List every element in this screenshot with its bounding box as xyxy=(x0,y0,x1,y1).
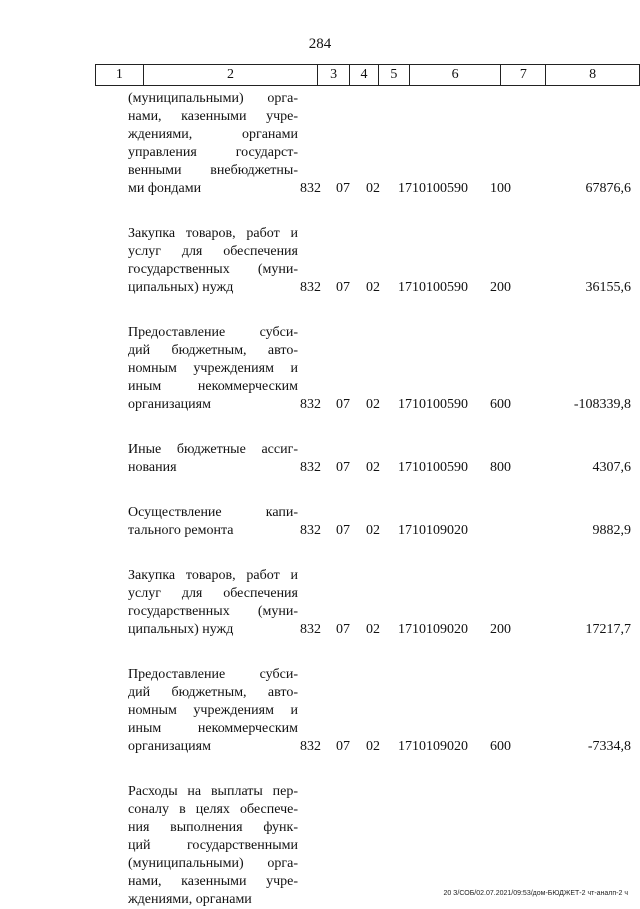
row-description xyxy=(128,783,298,909)
cell-c6: 1710109020 xyxy=(398,622,468,637)
cell-amount: 67876,6 xyxy=(585,181,631,196)
description-line: Закупка товаров, работ и xyxy=(128,568,298,583)
header-col-5: 5 xyxy=(378,65,409,86)
description-line: ми фондами xyxy=(128,181,202,196)
description-line: услуг для обеспечения xyxy=(128,586,298,601)
cell-amount: 4307,6 xyxy=(592,460,631,475)
cell-amount: -108339,8 xyxy=(573,397,631,412)
cell-c6: 1710100590 xyxy=(398,460,468,475)
table-row xyxy=(95,324,640,414)
cell-c4: 07 xyxy=(336,181,350,196)
cell-c4: 07 xyxy=(336,280,350,295)
cell-c3: 832 xyxy=(300,622,321,637)
page-number: 284 xyxy=(308,36,332,52)
cell-c3: 832 xyxy=(300,460,321,475)
row-description xyxy=(128,324,298,414)
row-description xyxy=(128,666,298,756)
row-description xyxy=(128,504,298,540)
header-col-7: 7 xyxy=(501,65,546,86)
description-line: Закупка товаров, работ и xyxy=(128,226,298,241)
description-line: Расходы на выплаты пер- xyxy=(128,784,298,799)
description-line: ждениями, органами xyxy=(128,892,252,907)
table-row xyxy=(95,504,640,540)
description-line: (муниципальными) орга- xyxy=(128,856,298,871)
header-col-8: 8 xyxy=(546,65,640,86)
table-row xyxy=(95,567,640,639)
description-line: соналу в целях обеспече- xyxy=(128,802,298,817)
description-line: государственных (муни- xyxy=(128,604,298,619)
cell-c4: 07 xyxy=(336,397,350,412)
cell-amount: -7334,8 xyxy=(587,739,631,754)
description-line: организациям xyxy=(128,739,211,754)
description-line: нами, казенными учре- xyxy=(128,109,298,124)
cell-c5: 02 xyxy=(366,460,380,475)
footer-stamp: 20 З/СОБ/02.07.2021/09:53/дом-БЮДЖЕТ-2 чт-аналп-2 ч xyxy=(443,890,628,897)
description-line: номным учреждениям и xyxy=(128,703,298,718)
row-description xyxy=(128,567,298,639)
description-line: тального ремонта xyxy=(128,523,234,538)
cell-c6: 1710109020 xyxy=(398,739,468,754)
description-line: номным учреждениям и xyxy=(128,361,298,376)
cell-c6: 1710100590 xyxy=(398,397,468,412)
cell-c3: 832 xyxy=(300,523,321,538)
cell-c5: 02 xyxy=(366,280,380,295)
cell-c7: 200 xyxy=(490,280,511,295)
cell-c6: 1710100590 xyxy=(398,280,468,295)
cell-c5: 02 xyxy=(366,181,380,196)
description-line: управления государст- xyxy=(128,145,298,160)
table-row xyxy=(95,225,640,297)
cell-c4: 07 xyxy=(336,622,350,637)
description-line: иным некоммерческим xyxy=(128,379,298,394)
header-col-3: 3 xyxy=(318,65,350,86)
description-line: ния выполнения функ- xyxy=(128,820,298,835)
description-line: ципальных) нужд xyxy=(128,280,234,295)
description-line: услуг для обеспечения xyxy=(128,244,298,259)
header-col-1: 1 xyxy=(96,65,144,86)
description-line: нования xyxy=(128,460,177,475)
row-description xyxy=(128,90,298,198)
table-row xyxy=(95,90,640,198)
cell-c7: 600 xyxy=(490,739,511,754)
cell-c5: 02 xyxy=(366,739,380,754)
description-line: дий бюджетным, авто- xyxy=(128,685,298,700)
cell-c7: 600 xyxy=(490,397,511,412)
description-line: ципальных) нужд xyxy=(128,622,234,637)
cell-amount: 17217,7 xyxy=(585,622,631,637)
cell-c5: 02 xyxy=(366,397,380,412)
cell-c3: 832 xyxy=(300,397,321,412)
description-line: ждениями, органами xyxy=(128,127,298,142)
table-row xyxy=(95,666,640,756)
description-line: иным некоммерческим xyxy=(128,721,298,736)
description-line: государственных (муни- xyxy=(128,262,298,277)
cell-c4: 07 xyxy=(336,523,350,538)
cell-c7: 800 xyxy=(490,460,511,475)
row-description xyxy=(128,441,298,477)
cell-amount: 9882,9 xyxy=(592,523,631,538)
description-line: Предоставление субси- xyxy=(128,325,298,340)
table-body xyxy=(95,90,640,909)
cell-c4: 07 xyxy=(336,460,350,475)
header-col-6: 6 xyxy=(409,65,501,86)
description-line: Иные бюджетные ассиг- xyxy=(128,442,298,457)
description-line: (муниципальными) орга- xyxy=(128,91,298,106)
cell-c3: 832 xyxy=(300,280,321,295)
cell-c6: 1710109020 xyxy=(398,523,468,538)
description-line: Осуществление капи- xyxy=(128,505,298,520)
cell-c3: 832 xyxy=(300,181,321,196)
header-col-4: 4 xyxy=(350,65,379,86)
cell-c4: 07 xyxy=(336,739,350,754)
cell-c7: 200 xyxy=(490,622,511,637)
cell-c5: 02 xyxy=(366,523,380,538)
cell-amount: 36155,6 xyxy=(585,280,631,295)
description-line: нами, казенными учре- xyxy=(128,874,298,889)
description-line: организациям xyxy=(128,397,211,412)
description-line: ций государственными xyxy=(128,838,298,853)
table-row xyxy=(95,441,640,477)
row-description xyxy=(128,225,298,297)
cell-c7: 100 xyxy=(490,181,511,196)
description-line: венными внебюджетны- xyxy=(128,163,298,178)
header-row xyxy=(96,65,640,86)
description-line: дий бюджетным, авто- xyxy=(128,343,298,358)
description-line: Предоставление субси- xyxy=(128,667,298,682)
cell-c5: 02 xyxy=(366,622,380,637)
table-header xyxy=(95,64,640,86)
cell-c6: 1710100590 xyxy=(398,181,468,196)
cell-c3: 832 xyxy=(300,739,321,754)
header-col-2: 2 xyxy=(143,65,317,86)
